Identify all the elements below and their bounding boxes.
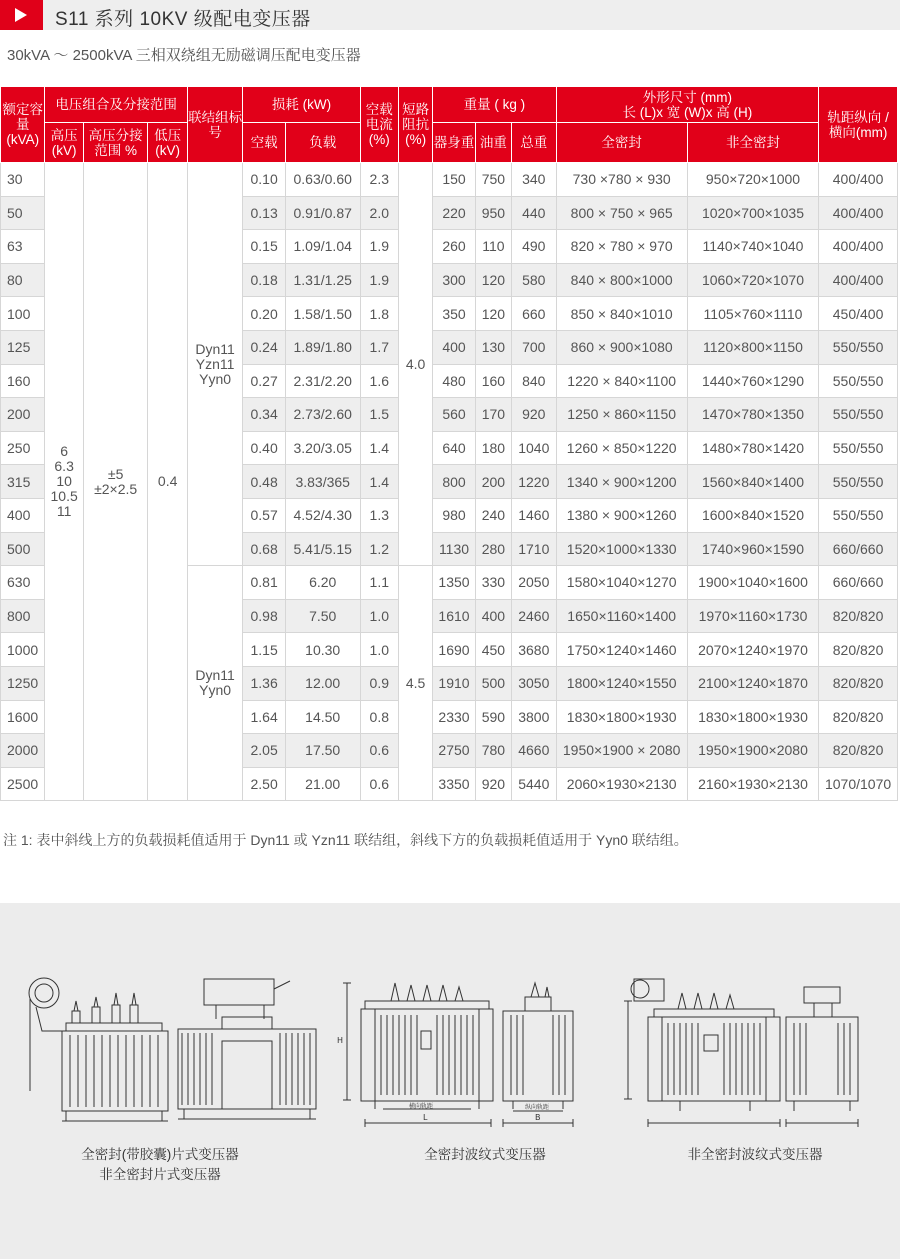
cell-noload-current: 1.6 [360, 364, 398, 398]
cell-load-loss: 1.09/1.04 [285, 230, 360, 264]
cell-total-weight: 1220 [512, 465, 556, 499]
cell-dim-sealed: 1220 × 840×1100 [556, 364, 687, 398]
cell-noload-current: 1.0 [360, 599, 398, 633]
cell-load-loss: 6.20 [285, 566, 360, 600]
cell-total-weight: 580 [512, 263, 556, 297]
cell-noload-loss: 0.24 [243, 330, 285, 364]
cell-body-weight: 1350 [433, 566, 475, 600]
cell-track-gauge: 550/550 [819, 498, 898, 532]
cell-total-weight: 2050 [512, 566, 556, 600]
fig1-caption-line1: 全密封(带胶囊)片式变压器 [81, 1147, 239, 1162]
cell-load-loss: 21.00 [285, 767, 360, 801]
cell-load-loss: 7.50 [285, 599, 360, 633]
cell-noload-current: 1.2 [360, 532, 398, 566]
cell-total-weight: 3680 [512, 633, 556, 667]
cell-noload-current: 0.6 [360, 767, 398, 801]
cell-total-weight: 1040 [512, 431, 556, 465]
col-impedance: 短路阻抗(%) [398, 87, 432, 163]
cell-load-loss: 3.83/365 [285, 465, 360, 499]
cell-dim-unsealed: 2100×1240×1870 [687, 666, 818, 700]
cell-oil-weight: 280 [475, 532, 511, 566]
cell-dim-unsealed: 1970×1160×1730 [687, 599, 818, 633]
dim-label-h: H [337, 1036, 344, 1045]
col-dimensions [556, 87, 819, 123]
cell-total-weight: 1460 [512, 498, 556, 532]
cell-dim-sealed: 1580×1040×1270 [556, 566, 687, 600]
cell-noload-current: 1.9 [360, 230, 398, 264]
col-body-weight: 器身重 [433, 123, 475, 163]
cell-dim-unsealed: 1740×960×1590 [687, 532, 818, 566]
col-oil-weight: 油重 [475, 123, 511, 163]
cell-capacity: 800 [1, 599, 45, 633]
dim-label-horizontal-gauge: 横向轨距 [409, 1103, 434, 1110]
cell-body-weight: 800 [433, 465, 475, 499]
cell-capacity: 2500 [1, 767, 45, 801]
spec-table-body [1, 163, 898, 801]
cell-oil-weight: 160 [475, 364, 511, 398]
cell-load-loss: 2.31/2.20 [285, 364, 360, 398]
cell-body-weight: 150 [433, 163, 475, 197]
col-loss: 损耗 (kW) [243, 87, 360, 123]
cell-capacity: 1000 [1, 633, 45, 667]
cell-track-gauge: 820/820 [819, 599, 898, 633]
cell-dim-unsealed: 1060×720×1070 [687, 263, 818, 297]
cell-body-weight: 300 [433, 263, 475, 297]
cell-capacity: 1600 [1, 700, 45, 734]
cell-body-weight: 1610 [433, 599, 475, 633]
col-noload-loss: 空载 [243, 123, 285, 163]
cell-noload-loss: 0.10 [243, 163, 285, 197]
dim-label-vertical-gauge: 纵向轨距 [525, 1104, 550, 1111]
footnote: 注 1: 表中斜线上方的负载损耗值适用于 Dyn11 或 Yzn11 联结组，斜线下方的负载损耗值适用于 Yyn0 联结组。 [3, 832, 688, 848]
col-rated-capacity: 额定容量(kVA) [1, 87, 45, 163]
cell-oil-weight: 950 [475, 196, 511, 230]
cell-noload-current: 1.5 [360, 398, 398, 432]
cell-dim-sealed: 2060×1930×2130 [556, 767, 687, 801]
cell-total-weight: 4660 [512, 734, 556, 768]
cell-noload-current: 1.0 [360, 633, 398, 667]
cell-dim-sealed: 730 ×780 × 930 [556, 163, 687, 197]
cell-total-weight: 3050 [512, 666, 556, 700]
cell-oil-weight: 450 [475, 633, 511, 667]
page-subtitle: 30kVA ～ 2500kVA 三相双绕组无励磁调压配电变压器 [7, 47, 361, 64]
cell-track-gauge: 550/550 [819, 465, 898, 499]
col-track-gauge: 轨距纵向 / 横向(mm) [819, 87, 898, 163]
col-sealed: 全密封 [556, 123, 687, 163]
cell-oil-weight: 200 [475, 465, 511, 499]
fig2-caption: 全密封波纹式变压器 [424, 1147, 546, 1162]
cell-capacity: 160 [1, 364, 45, 398]
col-hv: 高压(kV) [45, 123, 83, 163]
cell-noload-loss: 0.18 [243, 263, 285, 297]
cell-noload-current: 0.9 [360, 666, 398, 700]
cell-noload-current: 0.6 [360, 734, 398, 768]
cell-track-gauge: 820/820 [819, 700, 898, 734]
cell-dim-unsealed: 950×720×1000 [687, 163, 818, 197]
cell-oil-weight: 750 [475, 163, 511, 197]
cell-noload-loss: 2.50 [243, 767, 285, 801]
cell-load-loss: 5.41/5.15 [285, 532, 360, 566]
col-weight: 重量 ( kg ) [433, 87, 556, 123]
cell-capacity: 1250 [1, 666, 45, 700]
cell-dim-sealed: 820 × 780 × 970 [556, 230, 687, 264]
section-header [0, 0, 900, 30]
cell-body-weight: 1130 [433, 532, 475, 566]
cell-noload-current: 1.3 [360, 498, 398, 532]
cell-oil-weight: 330 [475, 566, 511, 600]
cell-capacity: 315 [1, 465, 45, 499]
cell-load-loss: 1.89/1.80 [285, 330, 360, 364]
cell-noload-loss: 0.13 [243, 196, 285, 230]
cell-capacity: 630 [1, 566, 45, 600]
cell-total-weight: 1710 [512, 532, 556, 566]
header-accent [0, 0, 43, 30]
cell-noload-current: 1.4 [360, 431, 398, 465]
cell-capacity: 125 [1, 330, 45, 364]
cell-dim-unsealed: 1560×840×1400 [687, 465, 818, 499]
cell-noload-current: 1.8 [360, 297, 398, 331]
cell-load-loss: 3.20/3.05 [285, 431, 360, 465]
cell-body-weight: 640 [433, 431, 475, 465]
cell-total-weight: 340 [512, 163, 556, 197]
cell-dim-sealed: 1830×1800×1930 [556, 700, 687, 734]
unsealed-corrugated-drawing [618, 973, 883, 1135]
cell-dim-sealed: 1800×1240×1550 [556, 666, 687, 700]
cell-noload-loss: 0.68 [243, 532, 285, 566]
cell-capacity: 500 [1, 532, 45, 566]
cell-capacity: 30 [1, 163, 45, 197]
cell-dim-unsealed: 1470×780×1350 [687, 398, 818, 432]
cell-load-loss: 10.30 [285, 633, 360, 667]
cell-total-weight: 5440 [512, 767, 556, 801]
cell-body-weight: 1690 [433, 633, 475, 667]
fig3-caption: 非全密封波纹式变压器 [687, 1147, 823, 1162]
cell-track-gauge: 550/550 [819, 398, 898, 432]
cell-oil-weight: 130 [475, 330, 511, 364]
cell-oil-weight: 500 [475, 666, 511, 700]
cell-dim-unsealed: 2160×1930×2130 [687, 767, 818, 801]
cell-track-gauge: 820/820 [819, 734, 898, 768]
cell-oil-weight: 170 [475, 398, 511, 432]
cell-body-weight: 350 [433, 297, 475, 331]
cell-impedance-2: 4.5 [398, 566, 432, 801]
cell-dim-unsealed: 1900×1040×1600 [687, 566, 818, 600]
cell-body-weight: 220 [433, 196, 475, 230]
cell-dim-unsealed: 1480×780×1420 [687, 431, 818, 465]
cell-total-weight: 840 [512, 364, 556, 398]
cell-body-weight: 560 [433, 398, 475, 432]
cell-noload-current: 2.3 [360, 163, 398, 197]
cell-body-weight: 2330 [433, 700, 475, 734]
cell-load-loss: 4.52/4.30 [285, 498, 360, 532]
col-load-loss: 负载 [285, 123, 360, 163]
cell-body-weight: 1910 [433, 666, 475, 700]
cell-track-gauge: 660/660 [819, 532, 898, 566]
cell-dim-sealed: 1650×1160×1400 [556, 599, 687, 633]
cell-total-weight: 2460 [512, 599, 556, 633]
cell-load-loss: 14.50 [285, 700, 360, 734]
cell-noload-loss: 1.15 [243, 633, 285, 667]
cell-dim-unsealed: 1140×740×1040 [687, 230, 818, 264]
cell-capacity: 250 [1, 431, 45, 465]
fig1-caption [55, 1145, 265, 1185]
cell-oil-weight: 120 [475, 263, 511, 297]
cell-oil-weight: 180 [475, 431, 511, 465]
col-lv: 低压(kV) [148, 123, 187, 163]
cell-load-loss: 17.50 [285, 734, 360, 768]
play-triangle-icon [14, 8, 28, 22]
cell-noload-current: 0.8 [360, 700, 398, 734]
fig1-caption-line2: 非全密封片式变压器 [99, 1167, 221, 1182]
cell-oil-weight: 240 [475, 498, 511, 532]
cell-capacity: 2000 [1, 734, 45, 768]
cell-body-weight: 400 [433, 330, 475, 364]
col-unsealed: 非全密封 [687, 123, 818, 163]
cell-dim-unsealed: 1950×1900×2080 [687, 734, 818, 768]
fin-transformer-drawing [22, 971, 322, 1131]
cell-oil-weight: 400 [475, 599, 511, 633]
cell-dim-sealed: 1340 × 900×1200 [556, 465, 687, 499]
cell-vector-group-2: Dyn11 Yyn0 [187, 566, 243, 801]
cell-total-weight: 3800 [512, 700, 556, 734]
cell-noload-loss: 0.98 [243, 599, 285, 633]
cell-noload-current: 2.0 [360, 196, 398, 230]
cell-impedance-1: 4.0 [398, 163, 432, 566]
dim-label-l: L [423, 1113, 428, 1122]
cell-track-gauge: 400/400 [819, 196, 898, 230]
cell-noload-loss: 1.64 [243, 700, 285, 734]
spec-table [0, 86, 898, 801]
cell-noload-loss: 0.15 [243, 230, 285, 264]
cell-capacity: 200 [1, 398, 45, 432]
cell-oil-weight: 110 [475, 230, 511, 264]
cell-oil-weight: 920 [475, 767, 511, 801]
cell-total-weight: 920 [512, 398, 556, 432]
cell-body-weight: 480 [433, 364, 475, 398]
cell-noload-loss: 0.48 [243, 465, 285, 499]
diagram-panel [0, 903, 900, 1259]
cell-capacity: 400 [1, 498, 45, 532]
cell-load-loss: 0.91/0.87 [285, 196, 360, 230]
cell-noload-loss: 0.40 [243, 431, 285, 465]
dim-subtitle: 长 (L)x 宽 (W)x 高 (H) [622, 104, 753, 120]
cell-total-weight: 660 [512, 297, 556, 331]
cell-load-loss: 1.31/1.25 [285, 263, 360, 297]
cell-noload-loss: 0.81 [243, 566, 285, 600]
cell-noload-current: 1.4 [360, 465, 398, 499]
cell-body-weight: 260 [433, 230, 475, 264]
cell-capacity: 80 [1, 263, 45, 297]
cell-load-loss: 0.63/0.60 [285, 163, 360, 197]
cell-load-loss: 2.73/2.60 [285, 398, 360, 432]
cell-total-weight: 490 [512, 230, 556, 264]
col-tap-range: 高压分接范围 % [83, 123, 148, 163]
cell-total-weight: 700 [512, 330, 556, 364]
cell-track-gauge: 550/550 [819, 431, 898, 465]
cell-track-gauge: 400/400 [819, 163, 898, 197]
cell-noload-loss: 0.27 [243, 364, 285, 398]
cell-body-weight: 2750 [433, 734, 475, 768]
cell-dim-sealed: 1750×1240×1460 [556, 633, 687, 667]
cell-oil-weight: 120 [475, 297, 511, 331]
cell-body-weight: 980 [433, 498, 475, 532]
cell-noload-current: 1.7 [360, 330, 398, 364]
cell-track-gauge: 550/550 [819, 330, 898, 364]
cell-dim-sealed: 860 × 900×1080 [556, 330, 687, 364]
cell-dim-sealed: 1260 × 850×1220 [556, 431, 687, 465]
cell-track-gauge: 820/820 [819, 633, 898, 667]
cell-dim-sealed: 1380 × 900×1260 [556, 498, 687, 532]
dim-title: 外形尺寸 (mm) [642, 89, 732, 105]
cell-dim-unsealed: 1830×1800×1930 [687, 700, 818, 734]
cell-track-gauge: 400/400 [819, 263, 898, 297]
dim-label-b: B [535, 1113, 541, 1122]
cell-oil-weight: 780 [475, 734, 511, 768]
cell-track-gauge: 450/400 [819, 297, 898, 331]
cell-vector-group-1: Dyn11 Yzn11 Yyn0 [187, 163, 243, 566]
cell-dim-sealed: 1520×1000×1330 [556, 532, 687, 566]
cell-capacity: 63 [1, 230, 45, 264]
cell-dim-unsealed: 2070×1240×1970 [687, 633, 818, 667]
spec-table-wrapper [0, 86, 898, 801]
cell-dim-unsealed: 1440×760×1290 [687, 364, 818, 398]
cell-noload-loss: 0.57 [243, 498, 285, 532]
cell-dim-unsealed: 1105×760×1110 [687, 297, 818, 331]
cell-dim-sealed: 850 × 840×1010 [556, 297, 687, 331]
col-vector-group: 联结组标号 [187, 87, 243, 163]
cell-noload-current: 1.1 [360, 566, 398, 600]
cell-dim-sealed: 1950×1900 × 2080 [556, 734, 687, 768]
sealed-corrugated-drawing [335, 975, 600, 1135]
page-title: S11 系列 10KV 级配电变压器 [55, 9, 311, 30]
cell-capacity: 50 [1, 196, 45, 230]
cell-noload-loss: 0.34 [243, 398, 285, 432]
cell-noload-current: 1.9 [360, 263, 398, 297]
cell-capacity: 100 [1, 297, 45, 331]
cell-track-gauge: 820/820 [819, 666, 898, 700]
cell-total-weight: 440 [512, 196, 556, 230]
cell-track-gauge: 400/400 [819, 230, 898, 264]
cell-load-loss: 1.58/1.50 [285, 297, 360, 331]
cell-track-gauge: 1070/1070 [819, 767, 898, 801]
col-noload-current: 空载电流(%) [360, 87, 398, 163]
cell-load-loss: 12.00 [285, 666, 360, 700]
cell-track-gauge: 660/660 [819, 566, 898, 600]
col-voltage-group: 电压组合及分接范围 [45, 87, 187, 123]
cell-oil-weight: 590 [475, 700, 511, 734]
col-total-weight: 总重 [512, 123, 556, 163]
cell-noload-loss: 2.05 [243, 734, 285, 768]
cell-dim-sealed: 840 × 800×1000 [556, 263, 687, 297]
cell-dim-unsealed: 1020×700×1035 [687, 196, 818, 230]
cell-body-weight: 3350 [433, 767, 475, 801]
cell-dim-sealed: 800 × 750 × 965 [556, 196, 687, 230]
cell-noload-loss: 1.36 [243, 666, 285, 700]
cell-dim-unsealed: 1600×840×1520 [687, 498, 818, 532]
cell-tap-merged: ±5 ±2×2.5 [83, 163, 148, 801]
cell-hv-merged: 6 6.3 10 10.5 11 [45, 163, 83, 801]
cell-dim-unsealed: 1120×800×1150 [687, 330, 818, 364]
cell-dim-sealed: 1250 × 860×1150 [556, 398, 687, 432]
cell-track-gauge: 550/550 [819, 364, 898, 398]
table-row [1, 163, 898, 197]
cell-lv-merged: 0.4 [148, 163, 187, 801]
cell-noload-loss: 0.20 [243, 297, 285, 331]
